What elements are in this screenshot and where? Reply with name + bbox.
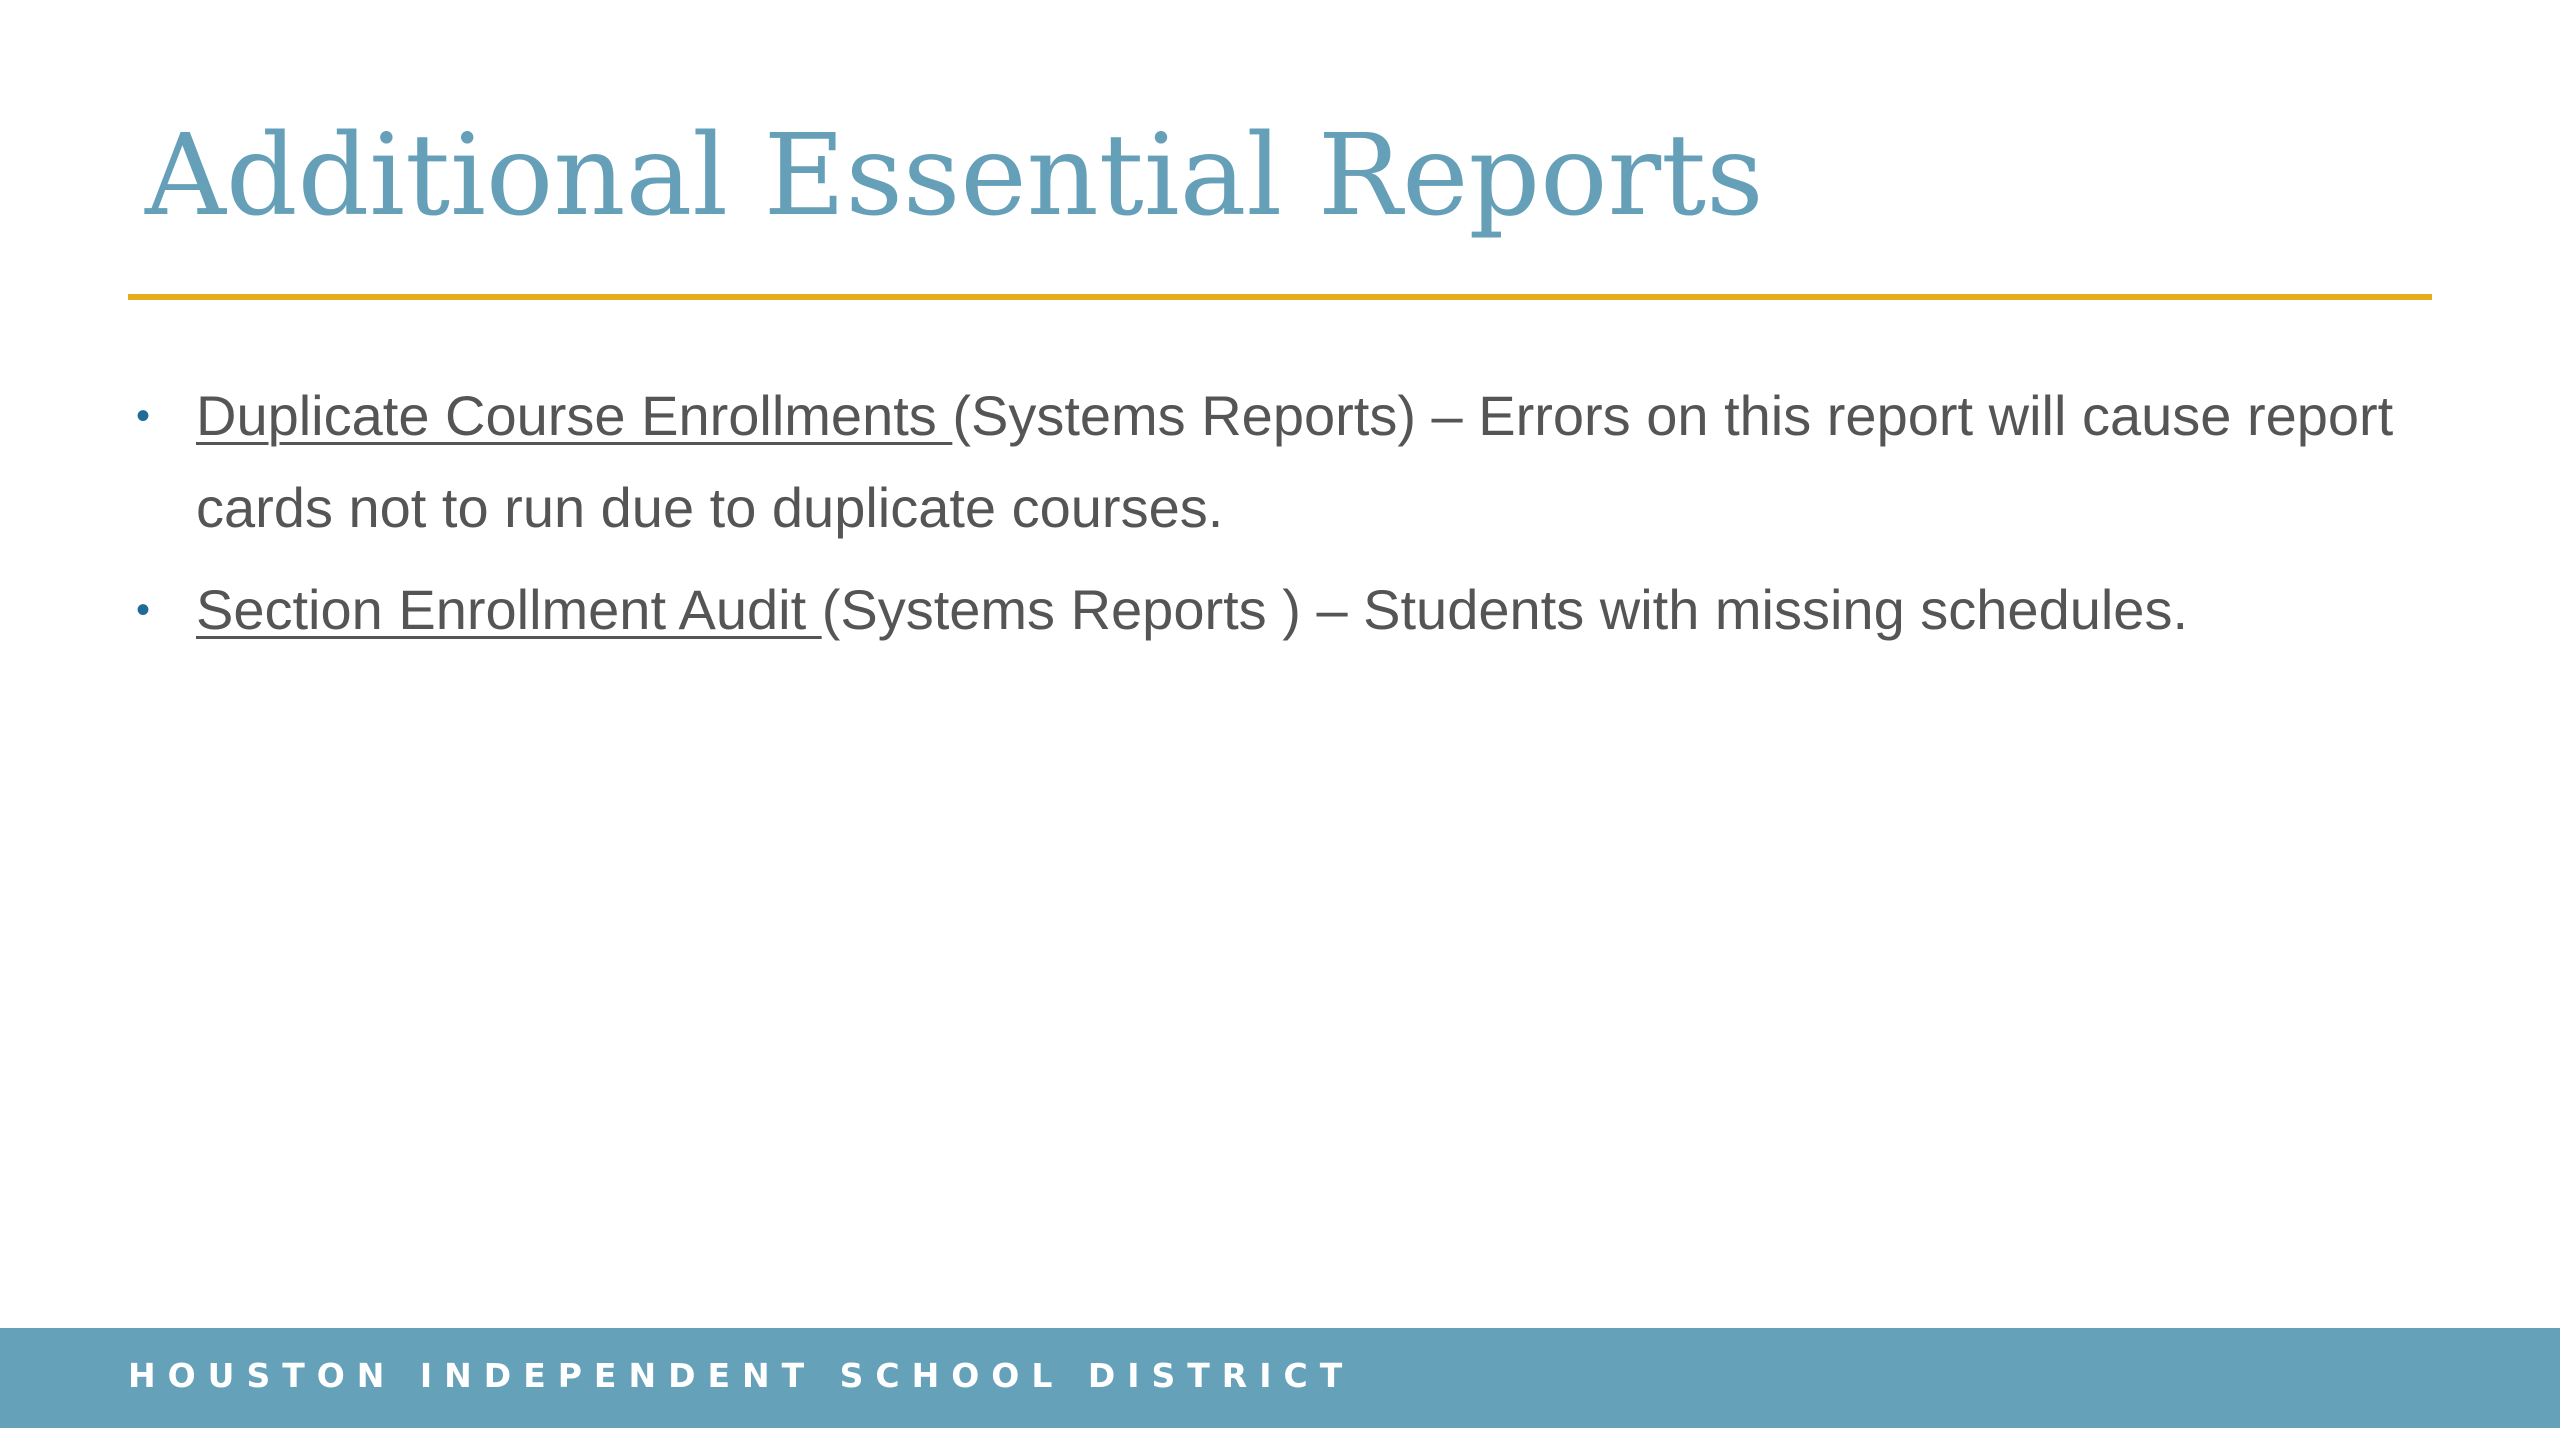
bullet-item-duplicate-course-enrollments bbox=[128, 370, 2428, 554]
title-divider bbox=[128, 294, 2432, 300]
bullet-description: (Systems Reports ) – Students with missing schedules. bbox=[821, 578, 2188, 641]
bullet-list bbox=[128, 370, 2428, 666]
footer-bar bbox=[0, 1328, 2560, 1428]
bullet-item-section-enrollment-audit bbox=[128, 564, 2428, 656]
slide-title: Additional Essential Reports bbox=[145, 111, 1764, 241]
section-enrollment-audit-link[interactable]: Section Enrollment Audit bbox=[196, 578, 822, 641]
bullet-dot-icon: • bbox=[135, 588, 150, 632]
bullet-dot-icon: • bbox=[135, 394, 150, 438]
bullet-description: (Systems Reports) – Errors on this report will cause report cards not to run due to duplicate courses. bbox=[196, 384, 2394, 539]
footer-district-name: HOUSTON INDEPENDENT SCHOOL DISTRICT bbox=[128, 1356, 1355, 1395]
duplicate-course-enrollments-link[interactable]: Duplicate Course Enrollments bbox=[196, 384, 953, 447]
